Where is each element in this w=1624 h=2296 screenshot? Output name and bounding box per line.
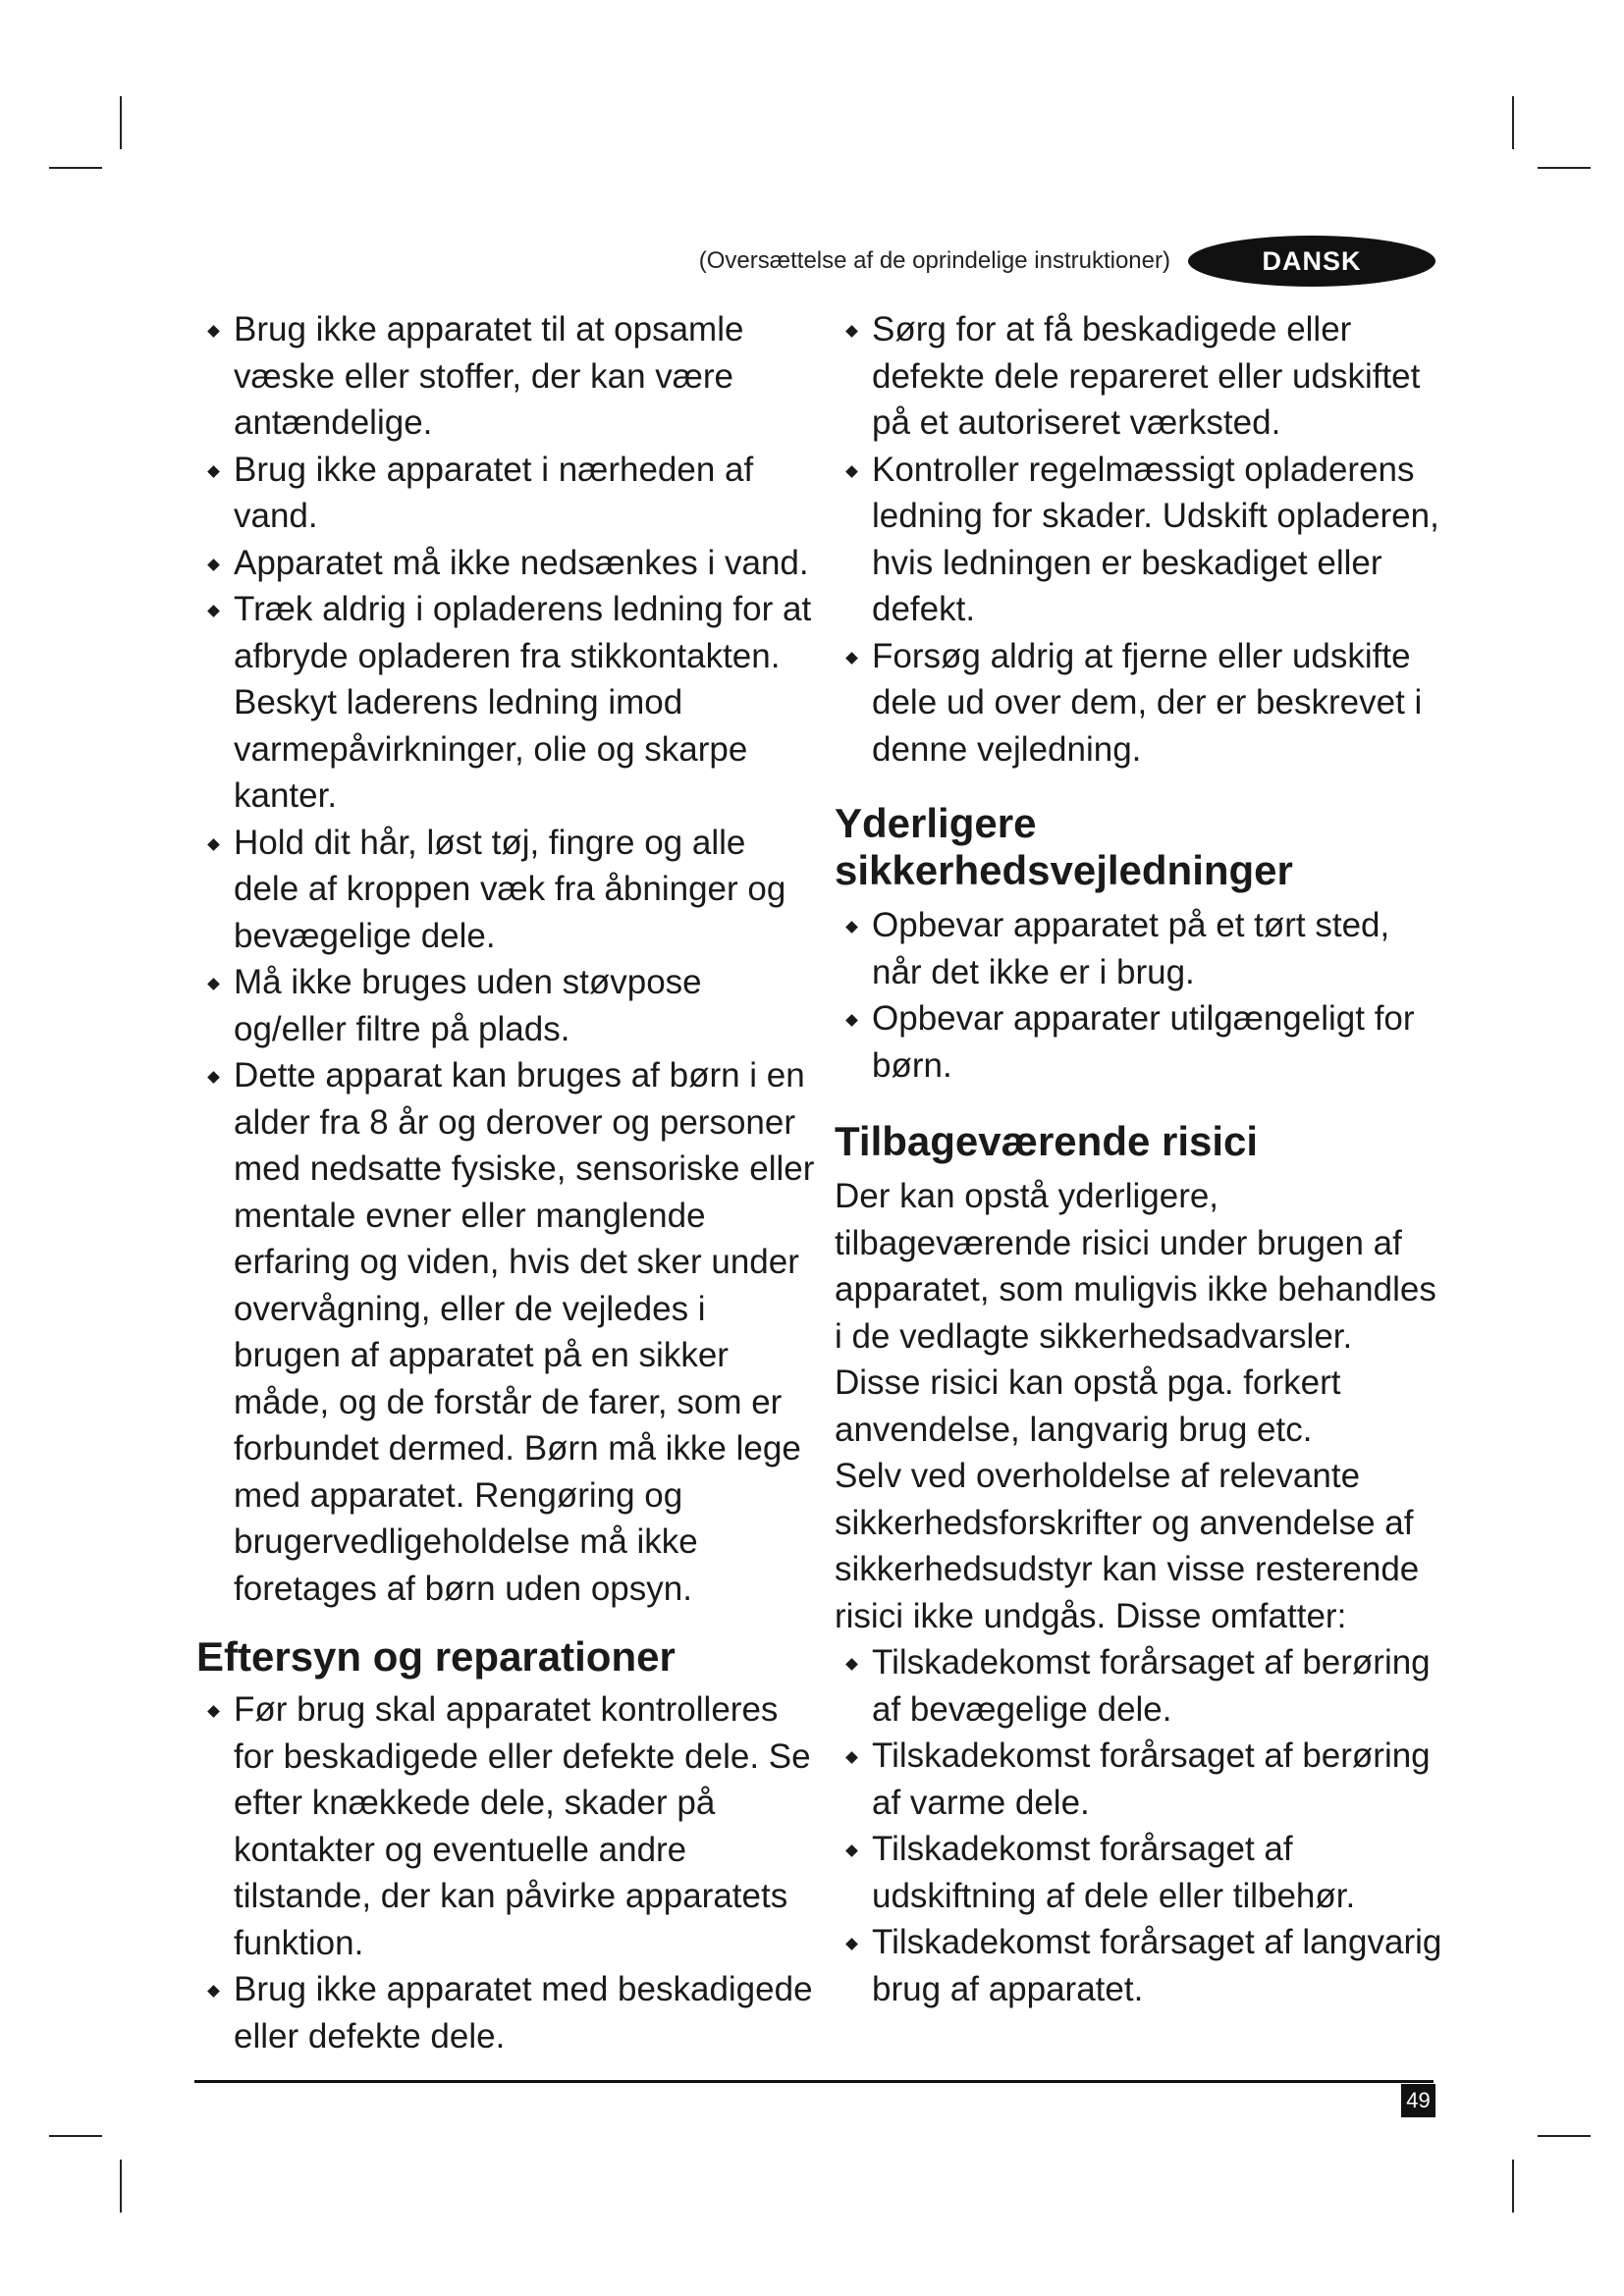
crop-mark [1512, 96, 1514, 149]
list-item: Tilskadekomst forårsaget af udskiftning af dele eller tilbehør. [835, 1826, 1443, 1919]
diamond-bullet-icon [845, 1014, 858, 1027]
service-list [196, 1686, 815, 2059]
crop-mark [1538, 167, 1591, 169]
page-number: 49 [1401, 2084, 1435, 2117]
diamond-bullet-icon [845, 1938, 858, 1950]
residual-paragraph: Der kan opstå yderligere, tilbageværende risici under brugen af apparatet, som muligvis ikke behandles i de vedlagte sikkerhedsadvarsler. Disse risici kan opstå pga. forkert anvendelse, langvarig brug etc. [835, 1177, 1436, 1449]
residual-list [835, 1639, 1443, 2012]
service-list-continued [835, 306, 1443, 773]
diamond-bullet-icon [207, 325, 220, 338]
page-header [687, 236, 1435, 287]
diamond-bullet-icon [845, 325, 858, 338]
section-heading-service: Eftersyn og reparationer [196, 1633, 676, 1680]
crop-mark [49, 2135, 102, 2137]
language-badge: DANSK [1188, 236, 1435, 287]
left-column [196, 306, 815, 2059]
diamond-bullet-icon [207, 559, 220, 571]
section-heading-residual: Tilbageværende risici [835, 1118, 1259, 1164]
right-column [835, 306, 1443, 2012]
list-item: Forsøg aldrig at fjerne eller udskifte dele ud over dem, der er beskrevet i denne vejledning. [835, 633, 1443, 774]
safety-list [196, 306, 815, 1612]
diamond-bullet-icon [207, 1071, 220, 1084]
list-item: Må ikke bruges uden støvpose og/eller filtre på plads. [196, 959, 815, 1052]
crop-mark [120, 96, 122, 149]
residual-paragraph: Selv ved overholdelse af relevante sikkerhedsforskrifter og anvendelse af sikkerhedsudstyr kan visse resterende risici ikke undgås. Disse omfatter: [835, 1457, 1420, 1635]
diamond-bullet-icon [845, 1751, 858, 1764]
diamond-bullet-icon [207, 838, 220, 851]
crop-mark [120, 2160, 122, 2213]
list-item: Opbevar apparater utilgængeligt for børn. [835, 995, 1443, 1089]
list-item: Brug ikke apparatet med beskadigede eller defekte dele. [196, 1966, 815, 2059]
list-item: Opbevar apparatet på et tørt sted, når det ikke er i brug. [835, 902, 1443, 995]
section-heading-additional: Yderligere sikkerhedsvejledninger [835, 800, 1293, 893]
list-item: Brug ikke apparatet til at opsamle væske eller stoffer, der kan være antændelige. [196, 306, 815, 447]
list-item: Før brug skal apparatet kontrolleres for beskadigede eller defekte dele. Se efter knækkede dele, skader på kontakter og eventuelle andre tilstande, der kan påvirke apparatets funktion. [196, 1686, 815, 1966]
crop-mark [1538, 2135, 1591, 2137]
diamond-bullet-icon [845, 1658, 858, 1671]
list-item: Tilskadekomst forårsaget af berøring af varme dele. [835, 1733, 1443, 1826]
diamond-bullet-icon [207, 1985, 220, 1998]
diamond-bullet-icon [845, 921, 858, 934]
crop-mark [1512, 2160, 1514, 2213]
diamond-bullet-icon [207, 978, 220, 990]
translation-note: (Oversættelse af de oprindelige instruktioner) [698, 247, 1170, 274]
diamond-bullet-icon [207, 465, 220, 478]
additional-list [835, 902, 1443, 1089]
list-item: Sørg for at få beskadigede eller defekte dele repareret eller udskiftet på et autoriseret værksted. [835, 306, 1443, 447]
list-item: Hold dit hår, løst tøj, fingre og alle dele af kroppen væk fra åbninger og bevægelige dele. [196, 820, 815, 960]
list-item: Apparatet må ikke nedsænkes i vand. [196, 540, 815, 587]
footer-rule [194, 2080, 1434, 2083]
list-item: Tilskadekomst forårsaget af berøring af bevægelige dele. [835, 1639, 1443, 1733]
crop-mark [49, 167, 102, 169]
diamond-bullet-icon [845, 652, 858, 665]
list-item: Kontroller regelmæssigt opladerens ledning for skader. Udskift opladeren, hvis ledningen er beskadiget eller defekt. [835, 447, 1443, 633]
diamond-bullet-icon [207, 605, 220, 617]
list-item: Træk aldrig i opladerens ledning for at afbryde opladeren fra stikkontakten. Beskyt laderens ledning imod varmepåvirkninger, olie og skarpe kanter. [196, 586, 815, 820]
diamond-bullet-icon [207, 1705, 220, 1718]
list-item: Dette apparat kan bruges af børn i en alder fra 8 år og derover og personer med nedsatte fysiske, sensoriske eller mentale evner eller manglende erfaring og viden, hvis det sker under overvågning, eller de vejledes i brugen af apparatet på en sikker måde, og de forstår de farer, som er forbundet dermed. Børn må ikke lege med apparatet. Rengøring og brugervedligeholdelse må ikke foretages af børn uden opsyn. [196, 1052, 815, 1612]
list-item: Brug ikke apparatet i nærheden af vand. [196, 447, 815, 540]
diamond-bullet-icon [845, 465, 858, 478]
list-item: Tilskadekomst forårsaget af langvarig brug af apparatet. [835, 1919, 1443, 2012]
diamond-bullet-icon [845, 1844, 858, 1857]
